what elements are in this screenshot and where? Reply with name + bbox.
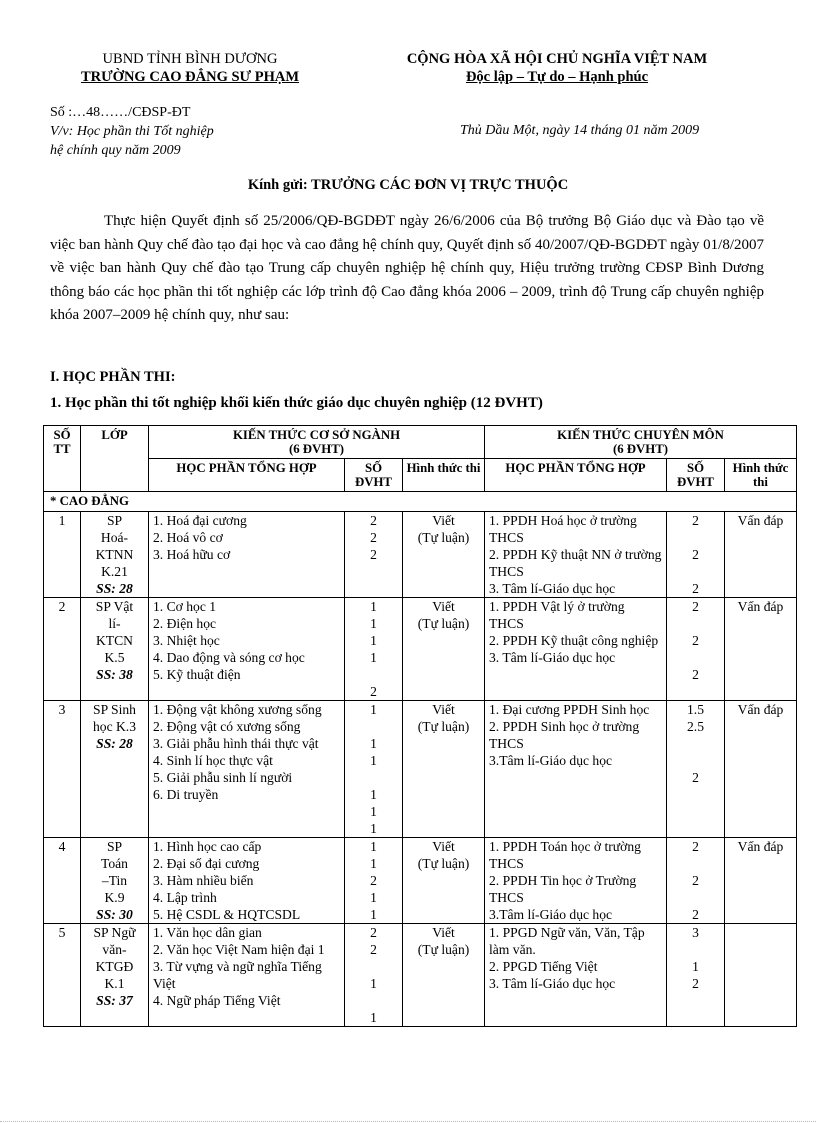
section-heading: I. HỌC PHẦN THI: [50,369,176,385]
row-class: SP Hoá- KTNN K.21 SS: 28 [81,512,149,598]
organization-header [40,50,340,86]
student-count: SS: 38 [96,667,133,682]
row-base-courses: 1. Động vật không xương sống 2. Động vật có xương sống 3. Giải phẫu hình thái thực vật 4. Sinh lí học thực vật 5. Giải phẫu sinh lí người 6. Di truyền [149,701,345,838]
row-major-courses: 1. Đại cương PPDH Sinh học 2. PPDH Sinh học ở trường THCS 3.Tâm lí-Giáo dục học [485,701,667,838]
header-units: SỐ ĐVHT [345,459,403,492]
greeting: Kính gửi: TRƯỞNG CÁC ĐƠN VỊ TRỰC THUỘC [247,177,569,193]
table-row [44,512,797,598]
header-base-knowledge: KIẾN THỨC CƠ SỞ NGÀNH (6 ĐVHT) [149,426,485,459]
row-class: SP Ngữ văn- KTGĐ K.1 SS: 37 [81,924,149,1027]
page-divider [0,1121,816,1122]
row-exam-form-2: Vấn đáp [725,701,797,838]
row-base-units: 2 2 2 [345,512,403,598]
header-units-2: SỐ ĐVHT [667,459,725,492]
row-base-units: 1 1 1 1 2 [345,598,403,701]
document-subject-2: hệ chính quy năm 2009 [50,143,181,158]
row-base-courses: 1. Hình học cao cấp 2. Đại số đại cương 3. Hàm nhiều biến 4. Lập trình 5. Hệ CSDL & HQTCSDL [149,838,345,924]
row-exam-form-2: Vấn đáp [725,598,797,701]
row-base-courses: 1. Văn học dân gian 2. Văn học Việt Nam hiện đại 1 3. Từ vựng và ngữ nghĩa Tiếng Việt 4. Ngữ pháp Tiếng Việt [149,924,345,1027]
row-exam-form: Viết (Tự luận) [403,838,485,924]
row-class: SP Vật lí- KTCN K.5 SS: 38 [81,598,149,701]
row-stt: 1 [44,512,81,598]
row-stt: 4 [44,838,81,924]
row-major-courses: 1. PPDH Vật lý ở trường THCS 2. PPDH Kỹ thuật công nghiệp 3. Tâm lí-Giáo dục học [485,598,667,701]
student-count: SS: 28 [96,736,133,751]
row-base-units: 1 1 2 1 1 [345,838,403,924]
row-major-units: 2 2 2 [667,598,725,701]
row-major-courses: 1. PPDH Toán học ở trường THCS 2. PPDH Tin học ở Trường THCS 3.Tâm lí-Giáo dục học [485,838,667,924]
row-major-courses: 1. PPGD Ngữ văn, Văn, Tập làm văn. 2. PPGD Tiếng Việt 3. Tâm lí-Giáo dục học [485,924,667,1027]
document-meta [50,103,214,160]
nation-header [372,50,742,86]
student-count: SS: 37 [96,993,133,1008]
row-base-courses: 1. Cơ học 1 2. Điện học 3. Nhiệt học 4. Dao động và sóng cơ học 5. Kỹ thuật điện [149,598,345,701]
row-stt: 5 [44,924,81,1027]
table-row [44,598,797,701]
header-major-knowledge: KIẾN THỨC CHUYÊN MÔN (6 ĐVHT) [485,426,797,459]
header-exam-form: Hình thức thi [403,459,485,492]
row-major-courses: 1. PPDH Hoá học ở trường THCS 2. PPDH Kỹ thuật NN ở trường THCS 3. Tâm lí-Giáo dục học [485,512,667,598]
row-base-courses: 1. Hoá đại cương 2. Hoá vô cơ 3. Hoá hữu cơ [149,512,345,598]
row-class: SP Toán –Tin K.9 SS: 30 [81,838,149,924]
row-major-units: 3 1 2 [667,924,725,1027]
row-exam-form: Viết (Tự luận) [403,512,485,598]
nation-title: CỘNG HÒA XÃ HỘI CHỦ NGHĨA VIỆT NAM [406,51,708,67]
header-course-2: HỌC PHẦN TỔNG HỢP [485,459,667,492]
student-count: SS: 28 [96,581,133,596]
row-exam-form: Viết (Tự luận) [403,598,485,701]
row-major-units: 2 2 2 [667,512,725,598]
row-base-units: 2 2 1 1 [345,924,403,1027]
table-row [44,838,797,924]
row-class: SP Sinh học K.3 SS: 28 [81,701,149,838]
row-stt: 3 [44,701,81,838]
row-stt: 2 [44,598,81,701]
header-course: HỌC PHẦN TỔNG HỢP [149,459,345,492]
row-major-units: 2 2 2 [667,838,725,924]
org-school: TRƯỜNG CAO ĐẲNG SƯ PHẠM [80,69,300,85]
row-exam-form-2: Vấn đáp [725,512,797,598]
document-number: Số :…48……/CĐSP-ĐT [50,105,191,120]
intro-paragraph: Thực hiện Quyết định số 25/2006/QĐ-BGDĐT ngày 26/6/2006 của Bộ trưởng Bộ Giáo dục và Đào tạo về việc ban hành Quy chế đào tạo đại học và cao đẳng hệ chính quy, Quyết định số 40/2007/QĐ-BGDĐT ngày 01/8/2007 về việc ban hành Quy chế đào tạo Trung cấp chuyên nghiệp hệ chính quy, Hiệu trưởng trường CĐSP Bình Dương thông báo các học phần thi tốt nghiệp các lớp trình độ Cao đẳng khóa 2006 – 2009, trình độ Trung cấp chuyên nghiệp khóa 2007–2009 hệ chính quy, như sau: [50,213,764,323]
row-exam-form-2 [725,924,797,1027]
row-exam-form: Viết (Tự luận) [403,924,485,1027]
document-subject: V/v: Học phần thi Tốt nghiệp [50,124,214,139]
nation-motto: Độc lập – Tự do – Hạnh phúc [465,69,649,85]
subsection-heading: 1. Học phần thi tốt nghiệp khối kiến thức giáo dục chuyên nghiệp (12 ĐVHT) [50,395,543,411]
header-class: LỚP [81,426,149,492]
header-stt: SỐ TT [44,426,81,492]
row-exam-form: Viết (Tự luận) [403,701,485,838]
row-base-units: 1 1 1 1 1 1 [345,701,403,838]
org-province: UBND TỈNH BÌNH DƯƠNG [102,51,278,67]
header-exam-form-2: Hình thức thi [725,459,797,492]
document-date: Thủ Dầu Một, ngày 14 tháng 01 năm 2009 [460,123,700,138]
row-major-units: 1.5 2.5 2 [667,701,725,838]
row-exam-form-2: Vấn đáp [725,838,797,924]
table-row [44,701,797,838]
table-row [44,924,797,1027]
category-row: * CAO ĐẲNG [44,492,797,512]
exam-table [43,425,797,1027]
student-count: SS: 30 [96,907,133,922]
